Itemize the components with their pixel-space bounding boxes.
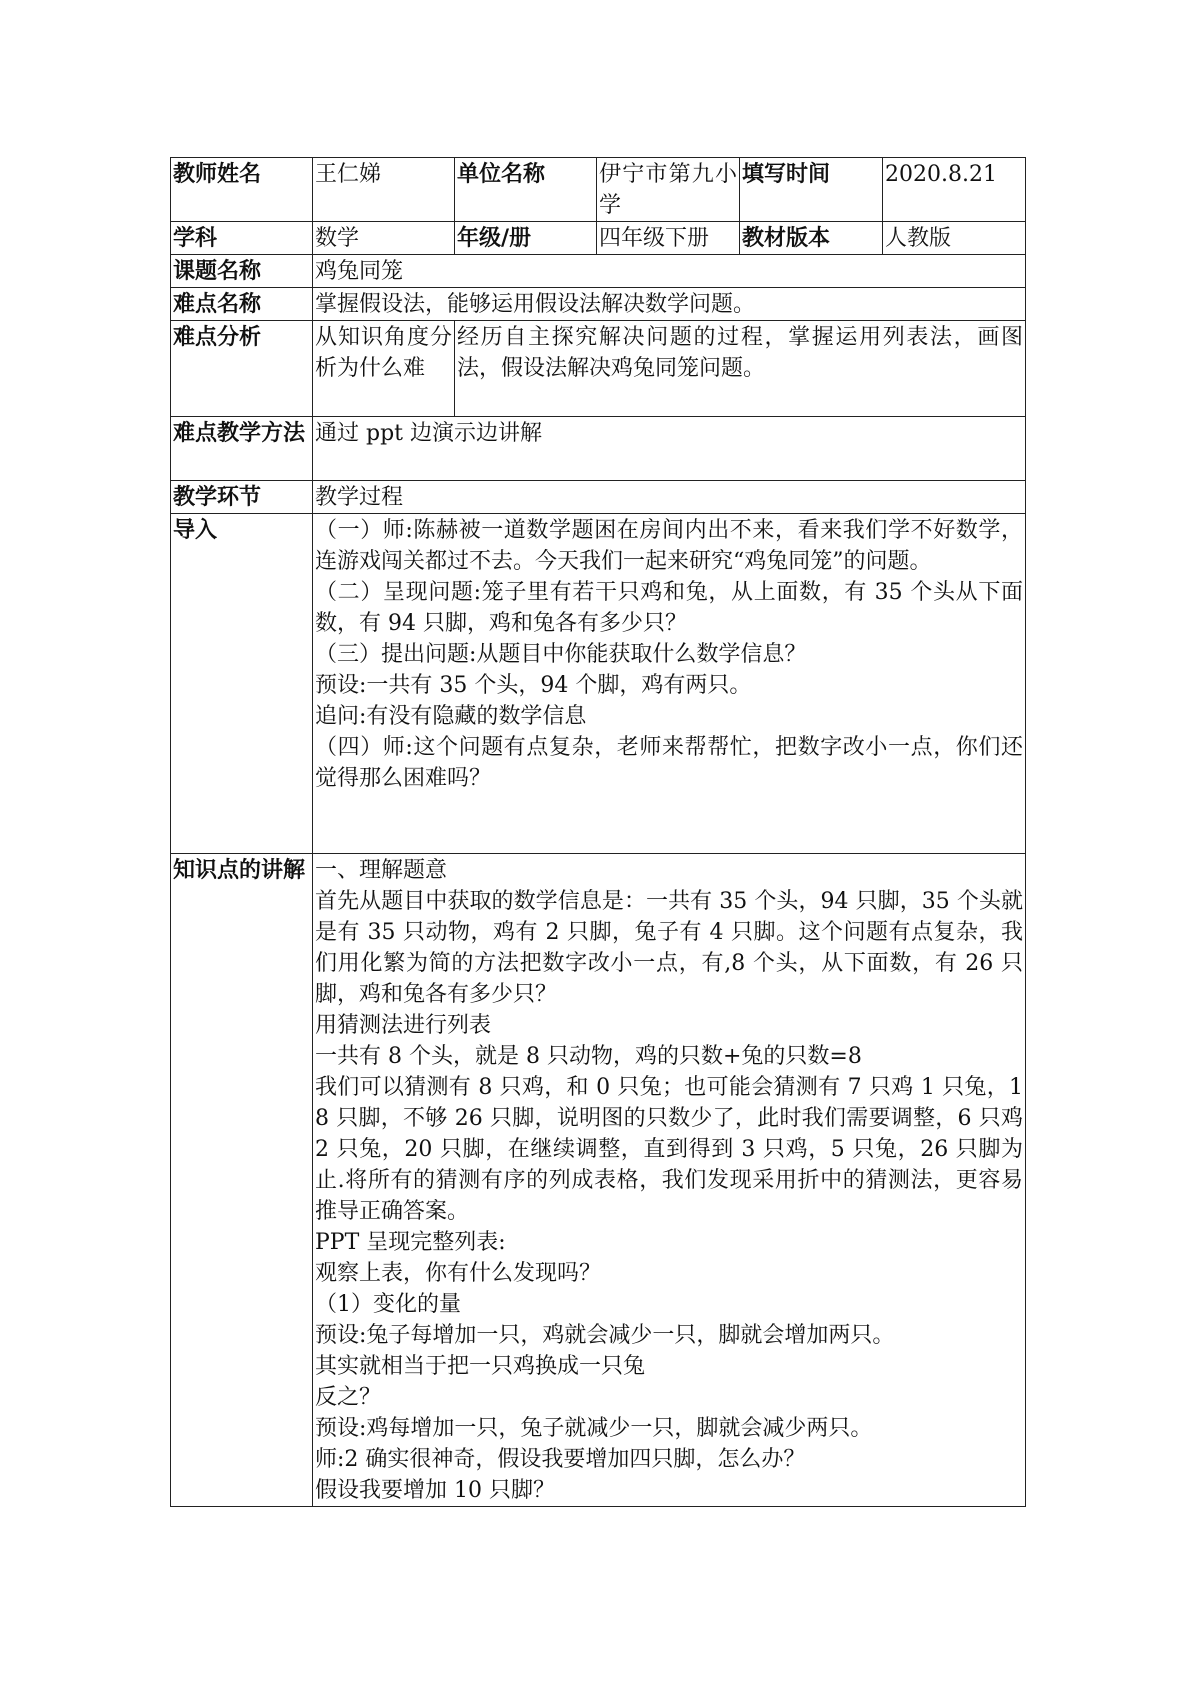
intro-line: （三）提出问题:从题目中你能获取什么数学信息？ — [315, 642, 807, 667]
knowledge-line: 首先从题目中获取的数学信息是：一共有 35 个头，94 只脚，35 个头就是有 35 只动物，鸡有 2 只脚，兔子有 4 只脚。这个问题有点复杂，我们用化繁为简的方法把数字改小一点，有,8 个头，从下面数，有 26 只脚，鸡和兔各有多少只？ — [315, 889, 1023, 1007]
knowledge-label: 知识点的讲解 — [171, 854, 313, 1507]
analysis-label: 难点分析 — [171, 321, 313, 417]
difficulty-label: 难点名称 — [171, 288, 313, 321]
intro-line: 追问:有没有隐藏的数学信息 — [315, 704, 587, 729]
intro-line: （四）师:这个问题有点复杂，老师来帮帮忙，把数字改小一点，你们还觉得那么困难吗？ — [315, 735, 1023, 791]
knowledge-row — [171, 854, 1026, 1507]
edition-value: 人教版 — [883, 222, 1026, 255]
analysis-row — [171, 321, 1026, 417]
knowledge-line: 我们可以猜测有 8 只鸡，和 0 只兔；也可能会猜测有 7 只鸡 1 只兔，18 只脚，不够 26 只脚，说明图的只数少了，此时我们需要调整，6 只鸡 2 只兔，20 只脚，在继续调整，直到得到 3 只鸡，5 只兔，26 只脚为止.将所有的猜测有序的列成表格，我们发现采用折中的猜测法，更容易推导正确答案。 — [315, 1075, 1023, 1224]
knowledge-line: 预设:鸡每增加一只，兔子就减少一只，脚就会减少两只。 — [315, 1416, 873, 1441]
topic-value: 鸡兔同笼 — [313, 255, 1026, 288]
knowledge-line: （1）变化的量 — [315, 1292, 461, 1317]
edition-label: 教材版本 — [740, 222, 883, 255]
method-value: 通过 ppt 边演示边讲解 — [313, 417, 1026, 481]
header-row-2 — [171, 222, 1026, 255]
intro-label: 导入 — [171, 514, 313, 854]
knowledge-line: 假设我要增加 10 只脚？ — [315, 1478, 555, 1503]
knowledge-line: PPT 呈现完整列表: — [315, 1230, 506, 1255]
intro-row — [171, 514, 1026, 854]
grade-value: 四年级下册 — [597, 222, 740, 255]
knowledge-line: 其实就相当于把一只鸡换成一只兔 — [315, 1354, 646, 1379]
fill-time-label: 填写时间 — [740, 158, 883, 222]
intro-line: 预设:一共有 35 个头，94 个脚，鸡有两只。 — [315, 673, 752, 698]
process-label: 教学环节 — [171, 481, 313, 514]
process-value: 教学过程 — [313, 481, 1026, 514]
difficulty-value: 掌握假设法，能够运用假设法解决数学问题。 — [313, 288, 1026, 321]
method-row — [171, 417, 1026, 481]
knowledge-line: 预设:兔子每增加一只，鸡就会减少一只，脚就会增加两只。 — [315, 1323, 895, 1348]
unit-value: 伊宁市第九小学 — [597, 158, 740, 222]
fill-time-value: 2020.8.21 — [883, 158, 1026, 222]
subject-value: 数学 — [313, 222, 455, 255]
knowledge-line: 反之？ — [315, 1385, 382, 1410]
intro-line: （二）呈现问题:笼子里有若干只鸡和兔，从上面数，有 35 个头从下面数，有 94 只脚，鸡和兔各有多少只？ — [315, 580, 1023, 636]
knowledge-line: 师:2 确实很神奇，假设我要增加四只脚，怎么办？ — [315, 1447, 806, 1472]
knowledge-line: 用猜测法进行列表 — [315, 1013, 492, 1038]
intro-content — [313, 514, 1026, 854]
topic-row — [171, 255, 1026, 288]
method-label: 难点教学方法 — [171, 417, 313, 481]
subject-label: 学科 — [171, 222, 313, 255]
analysis-value: 经历自主探究解决问题的过程，掌握运用列表法，画图法，假设法解决鸡兔同笼问题。 — [455, 321, 1026, 417]
teacher-name-label: 教师姓名 — [171, 158, 313, 222]
intro-line: （一）师:陈赫被一道数学题困在房间内出不来，看来我们学不好数学，连游戏闯关都过不去。今天我们一起来研究“鸡兔同笼”的问题。 — [315, 518, 1023, 574]
analysis-sub-label: 从知识角度分析为什么难 — [313, 321, 455, 417]
knowledge-content — [313, 854, 1026, 1507]
knowledge-line: 观察上表，你有什么发现吗？ — [315, 1261, 602, 1286]
knowledge-line: 一共有 8 个头，就是 8 只动物，鸡的只数+兔的只数=8 — [315, 1044, 862, 1069]
difficulty-row — [171, 288, 1026, 321]
lesson-plan-table — [170, 157, 1026, 1507]
teacher-name-value: 王仁娣 — [313, 158, 455, 222]
unit-label: 单位名称 — [455, 158, 597, 222]
header-row-1 — [171, 158, 1026, 222]
process-row — [171, 481, 1026, 514]
topic-label: 课题名称 — [171, 255, 313, 288]
grade-label: 年级/册 — [455, 222, 597, 255]
knowledge-line: 一、理解题意 — [315, 858, 448, 883]
